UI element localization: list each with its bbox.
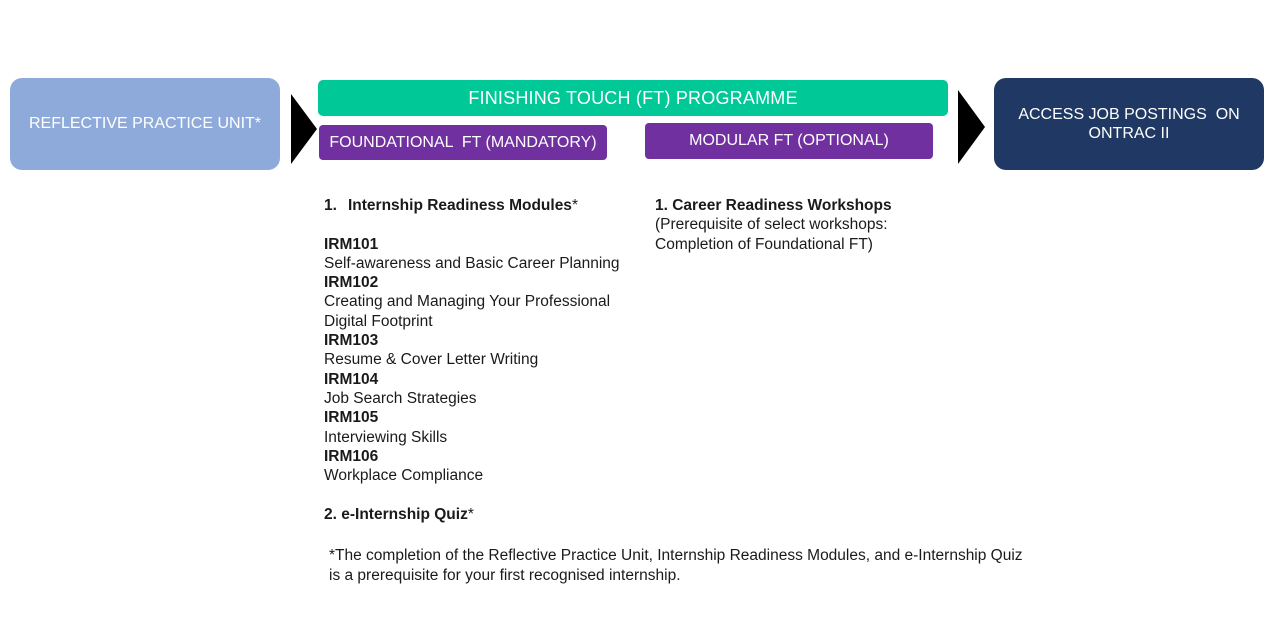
module-title: Job Search Strategies bbox=[324, 389, 477, 407]
flow-arrow-icon bbox=[958, 90, 985, 164]
reflective-practice-unit-box bbox=[10, 78, 280, 170]
module-code: IRM103 bbox=[324, 332, 379, 350]
footnote bbox=[329, 546, 1089, 586]
career-readiness-heading: 1. Career Readiness Workshops bbox=[655, 197, 892, 214]
module-title: Self-awareness and Basic Career Planning bbox=[324, 254, 620, 272]
module-code: IRM105 bbox=[324, 409, 379, 427]
module-list bbox=[324, 235, 644, 486]
ft-programme-label: FINISHING TOUCH (FT) PROGRAMME bbox=[468, 87, 798, 108]
ft-programme-banner bbox=[318, 80, 948, 116]
module-code: IRM102 bbox=[324, 274, 379, 292]
footnote-line-1: *The completion of the Reflective Practice Unit, Internship Readiness Modules, and e-Internship Quiz bbox=[329, 547, 1023, 564]
modular-ft-label: MODULAR FT (OPTIONAL) bbox=[689, 132, 889, 149]
modular-content bbox=[655, 196, 985, 254]
foundational-ft-label: FOUNDATIONAL FT (MANDATORY) bbox=[329, 133, 597, 151]
module-title: Interviewing Skills bbox=[324, 428, 448, 446]
footnote-line-2: is a prerequisite for your first recognised internship. bbox=[329, 567, 681, 584]
flow-arrow-icon bbox=[291, 94, 317, 164]
internship-readiness-heading bbox=[324, 196, 644, 215]
quiz-asterisk: * bbox=[467, 505, 474, 523]
access-job-postings-box bbox=[994, 78, 1264, 170]
modular-ft-box bbox=[645, 123, 933, 159]
module-code: IRM101 bbox=[324, 235, 379, 253]
heading-number: 1. bbox=[324, 197, 337, 214]
access-job-postings-label: ACCESS JOB POSTINGS ON ONTRAC II bbox=[1018, 106, 1245, 142]
prerequisite-note-line-2: Completion of Foundational FT) bbox=[655, 235, 873, 253]
heading-title: Internship Readiness Modules bbox=[348, 197, 572, 214]
foundational-content bbox=[324, 196, 644, 524]
prerequisite-note-line-1: (Prerequisite of select workshops: bbox=[655, 216, 888, 234]
module-title: Creating and Managing Your Professional Digital Footprint bbox=[324, 293, 611, 330]
e-internship-quiz-heading bbox=[324, 505, 644, 524]
module-code: IRM106 bbox=[324, 447, 379, 465]
module-title: Resume & Cover Letter Writing bbox=[324, 351, 539, 369]
reflective-practice-unit-label: REFLECTIVE PRACTICE UNIT* bbox=[28, 115, 262, 132]
module-code: IRM104 bbox=[324, 370, 379, 388]
module-title: Workplace Compliance bbox=[324, 467, 484, 485]
heading-asterisk: * bbox=[571, 197, 578, 214]
foundational-ft-box bbox=[319, 125, 607, 160]
quiz-title: 2. e-Internship Quiz bbox=[324, 505, 468, 523]
